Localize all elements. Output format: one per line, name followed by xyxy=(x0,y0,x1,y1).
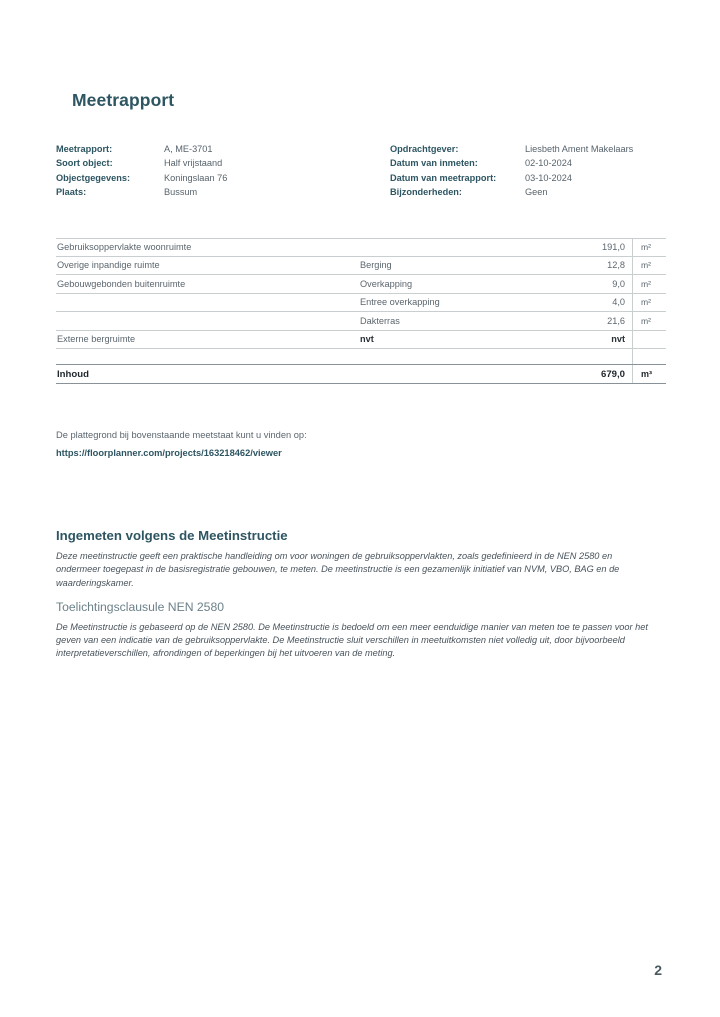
table-row xyxy=(56,275,666,294)
row-value: 21,6 xyxy=(607,315,625,326)
row-value: 4,0 xyxy=(612,297,625,308)
row-category: Gebruiksoppervlakte woonruimte xyxy=(57,242,192,253)
row-unit: m² xyxy=(632,239,666,256)
metadata-column-right xyxy=(361,142,666,199)
metadata-label: Datum van meetrapport: xyxy=(390,172,497,183)
clause-paragraph: De Meetinstructie is gebaseerd op de NEN 2580. De Meetinstructie is bedoeld om een meer eenduidige manier van meten toe te passen voor het geven van een indicatie van de gebruiksoppervlakte. De Meetinstructie sluit verschillen in meetuitkomsten niet volledig uit, door bijvoorbeeld interpretatieverschillen, afrondingen of beperkingen bij het uitvoeren van de meting. xyxy=(56,621,648,659)
metadata-label: Bijzonderheden: xyxy=(390,186,462,197)
metadata-value: 02-10-2024 xyxy=(525,158,572,169)
row-category: Gebouwgebonden buitenruimte xyxy=(57,278,186,289)
row-unit xyxy=(632,331,666,349)
row-unit: m² xyxy=(632,294,666,312)
metadata-row xyxy=(390,142,666,156)
row-value: nvt xyxy=(611,334,625,345)
metadata-row xyxy=(56,171,361,185)
row-subcategory: Berging xyxy=(360,260,392,271)
metadata-label: Soort object: xyxy=(56,158,113,169)
row-category: Overige inpandige ruimte xyxy=(57,260,160,271)
measurement-table xyxy=(56,238,666,384)
metadata-row xyxy=(390,171,666,185)
metadata-row xyxy=(56,142,361,156)
page-title: Meetrapport xyxy=(72,90,175,110)
metadata-label: Opdrachtgever: xyxy=(390,144,459,154)
row-subcategory: Overkapping xyxy=(360,278,413,289)
table-row xyxy=(56,331,666,350)
total-value: 679,0 xyxy=(600,368,625,380)
floorplan-intro-text: De plattegrond bij bovenstaande meetstaat kunt u vinden op: xyxy=(56,430,307,440)
measurement-instruction-section xyxy=(56,528,656,661)
row-subcategory: nvt xyxy=(360,334,374,345)
total-unit: m³ xyxy=(632,365,666,383)
row-category: Externe bergruimte xyxy=(57,334,136,345)
instruction-paragraph: Deze meetinstructie geeft een praktische handleiding om voor woningen de gebruiksoppervlakten, zoals gedefinieerd in de NEN 2580 en ondermeer toegepast in de basisregistratie gebouwen, te meten. De meetinstructie is een gezamenlijk initiatief van NVM, VBO, BAG en de waarderingskamer. xyxy=(56,551,620,588)
metadata-value: Bussum xyxy=(164,186,198,197)
row-value: 191,0 xyxy=(602,242,625,253)
table-spacer-row xyxy=(56,349,666,364)
metadata-label: Plaats: xyxy=(56,186,87,197)
metadata-row xyxy=(390,156,666,170)
row-subcategory: Entree overkapping xyxy=(360,297,440,308)
clause-heading: Toelichtingsclausule NEN 2580 xyxy=(56,599,225,614)
metadata-label: Meetrapport: xyxy=(56,144,113,154)
metadata-value: Geen xyxy=(525,186,548,197)
metadata-label: Objectgegevens: xyxy=(56,172,131,183)
row-unit xyxy=(632,349,666,364)
row-value: 9,0 xyxy=(612,278,625,289)
metadata-value: Half vrijstaand xyxy=(164,158,223,169)
table-row xyxy=(56,238,666,257)
metadata-label: Datum van inmeten: xyxy=(390,158,478,169)
table-row xyxy=(56,257,666,276)
report-metadata xyxy=(56,142,666,199)
table-row xyxy=(56,294,666,313)
metadata-value: Koningslaan 76 xyxy=(164,172,228,183)
floorplan-reference xyxy=(56,428,656,461)
metadata-row xyxy=(56,185,361,199)
table-total-row xyxy=(56,364,666,384)
table-row xyxy=(56,312,666,331)
metadata-column-left xyxy=(56,142,361,199)
instruction-heading: Ingemeten volgens de Meetinstructie xyxy=(56,528,288,543)
floorplan-link[interactable]: https://floorplanner.com/projects/163218462/viewer xyxy=(56,448,282,458)
row-unit: m² xyxy=(632,257,666,275)
row-value: 12,8 xyxy=(607,260,625,271)
metadata-value: A, ME-3701 xyxy=(164,144,213,154)
metadata-value: Liesbeth Ament Makelaars xyxy=(525,144,634,154)
row-subcategory: Dakterras xyxy=(360,315,400,326)
row-unit: m² xyxy=(632,312,666,330)
page-number: 2 xyxy=(654,962,662,978)
total-label: Inhoud xyxy=(57,368,89,380)
metadata-row xyxy=(390,185,666,199)
row-unit: m² xyxy=(632,275,666,293)
metadata-row xyxy=(56,156,361,170)
metadata-value: 03-10-2024 xyxy=(525,172,572,183)
